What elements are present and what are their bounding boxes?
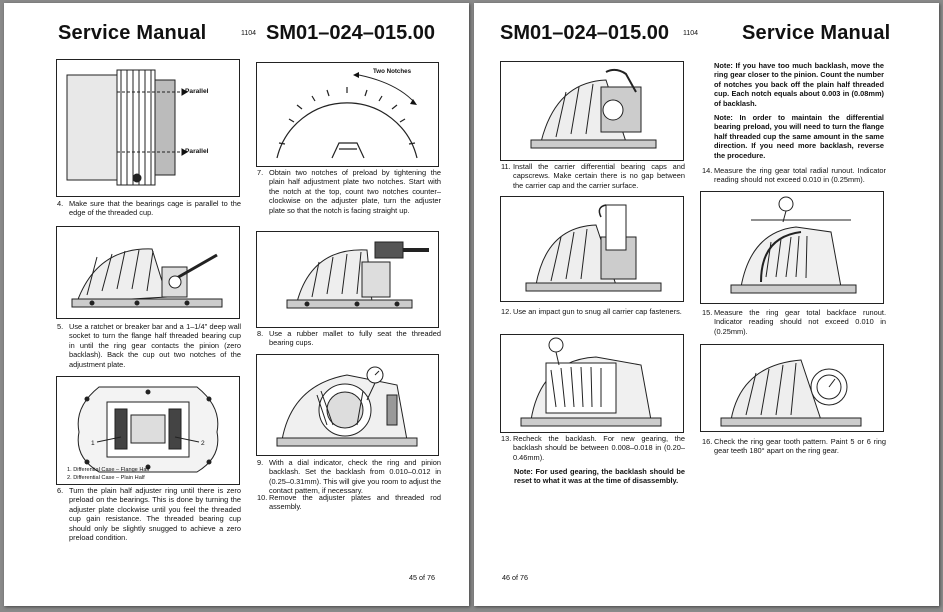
step-8	[257, 329, 441, 348]
bearing-caps-illustration	[501, 62, 683, 160]
right-header-doc-number: SM01–024–015.00	[500, 22, 670, 44]
step-12	[501, 307, 685, 316]
left-page-number: 45 of 76	[409, 573, 435, 582]
figure-backface-runout	[700, 344, 884, 432]
step-13	[501, 434, 685, 462]
step-10-number: 10.	[257, 493, 268, 502]
step-10-text: Remove the adjuster plates and threaded rod assembly.	[269, 493, 441, 512]
step-13-text: Recheck the backlash. For new gearing, the backlash should be between 0.008–0.018 in (0.20–0.46mm).	[513, 434, 685, 462]
differential-marker-1: 1	[91, 440, 95, 447]
figure-impact-gun	[500, 196, 684, 302]
step-5	[57, 322, 241, 369]
note-too-much-backlash: Note: If you have too much backlash, move the ring gear closer to the pinion. Count the number of notches you back off the plain half threaded cup. Each notch equals about 0.003 in (0.08mm) of backlash.	[714, 61, 884, 108]
left-page	[4, 3, 469, 606]
step-16	[702, 437, 886, 456]
step-4-text: Make sure that the bearings cage is parallel to the edge of the threaded cup.	[69, 199, 241, 218]
two-notches-label: Two Notches	[372, 68, 412, 75]
step-9-text: With a dial indicator, check the ring and pinion backlash. Set the backlash from 0.010–0.012 in (0.25–0.31mm). This will give you room to adjust the contact pattern, if necessary.	[269, 458, 441, 496]
right-page-number: 46 of 76	[502, 573, 528, 582]
step-15-text: Measure the ring gear total backface runout. Indicator reading should not exceed 0.010 in (0.25mm).	[714, 308, 886, 336]
recheck-backlash-illustration	[501, 335, 683, 432]
left-header-doc-number: SM01–024–015.00	[266, 22, 436, 44]
step-13-number: 13.	[501, 434, 512, 443]
step-7-number: 7.	[257, 168, 264, 177]
step-5-text: Use a ratchet or breaker bar and a 1–1/4" deep wall socket to turn the flange half threaded bearing cup in until the ring gear contacts the pinion (zero backlash). Back the cup out two notches of the adjustment plate.	[69, 322, 241, 369]
step-6-text: Turn the plain half adjuster ring until there is zero preload on the bearings. This is done by turning the adjuster plate clockwise until you feel the threaded cup gain resistance. The threaded bearing cup should only be slightly snugged to achieve a zero preload condition.	[69, 486, 241, 543]
note-bearing-preload: Note: In order to maintain the differential bearing preload, you will need to turn the flange half threaded cup the same amount in the same direction. If you need more backlash, reverse the procedure.	[714, 113, 884, 160]
step-15	[702, 308, 886, 336]
step-14	[702, 166, 886, 185]
parallel-label-top: Parallel	[185, 88, 209, 95]
step-12-text: Use an impact gun to snug all carrier cap fasteners.	[513, 307, 682, 316]
step-4	[57, 199, 241, 218]
step-4-number: 4.	[57, 199, 64, 208]
step-9	[257, 458, 441, 496]
right-header-date-code: 1104	[683, 30, 699, 37]
step-11	[501, 162, 685, 190]
figure-bearing-cage	[56, 59, 240, 197]
note-used-gearing: Note: For used gearing, the backlash should be reset to what it was at the time of disassembly.	[514, 467, 685, 486]
dial-indicator-illustration	[257, 355, 438, 455]
step-14-text: Measure the ring gear total radial runout. Indicator reading should not exceed 0.010 in (0.25mm).	[714, 166, 886, 185]
left-header-title: Service Manual	[58, 22, 207, 44]
figure-bearing-caps	[500, 61, 684, 161]
differential-caption-1: 1. Differential Case – Flange Half	[67, 467, 150, 473]
figure-adjustment-plate	[256, 62, 439, 167]
figure-differential-case	[56, 376, 240, 485]
rubber-mallet-illustration	[257, 232, 438, 327]
step-16-text: Check the ring gear tooth pattern. Paint 5 or 6 ring gear teeth 180° apart on the ring gear.	[714, 437, 886, 456]
step-7-text: Obtain two notches of preload by tightening the plain half adjustment plate two notches. Start with the notch at the top, count two notches counter–clockwise on the adjuster plate, turn the adjuster plate so that the notch is facing straight up.	[269, 168, 441, 215]
step-6-number: 6.	[57, 486, 64, 495]
right-header-title: Service Manual	[742, 22, 891, 44]
step-5-number: 5.	[57, 322, 64, 331]
step-9-number: 9.	[257, 458, 264, 467]
ratchet-illustration	[57, 227, 239, 318]
radial-runout-illustration	[701, 192, 883, 303]
figure-ratchet-bearing-cup	[56, 226, 240, 319]
impact-gun-illustration	[501, 197, 683, 301]
figure-dial-indicator	[256, 354, 439, 456]
left-header-date-code: 1104	[241, 30, 257, 37]
differential-caption-2: 2. Differential Case – Plain Half	[67, 475, 145, 481]
figure-radial-runout	[700, 191, 884, 304]
step-10	[257, 493, 441, 512]
figure-rubber-mallet	[256, 231, 439, 328]
parallel-label-bottom: Parallel	[185, 148, 209, 155]
adjustment-plate-illustration	[257, 63, 438, 166]
bearing-cage-illustration	[57, 60, 239, 196]
figure-recheck-backlash	[500, 334, 684, 433]
step-11-number: 11.	[501, 162, 511, 171]
step-7	[257, 168, 441, 215]
step-8-number: 8.	[257, 329, 264, 338]
step-8-text: Use a rubber mallet to fully seat the threaded bearing cups.	[269, 329, 441, 348]
step-14-number: 14.	[702, 166, 713, 175]
step-6	[57, 486, 241, 542]
backface-runout-illustration	[701, 345, 883, 431]
step-12-number: 12.	[501, 307, 512, 316]
right-page	[474, 3, 939, 606]
step-11-text: Install the carrier differential bearing caps and capscrews. Make certain there is no gap between the carrier cap and the carrier surface.	[513, 162, 685, 190]
differential-marker-2: 2	[201, 440, 205, 447]
step-16-number: 16.	[702, 437, 713, 446]
step-15-number: 15.	[702, 308, 713, 317]
